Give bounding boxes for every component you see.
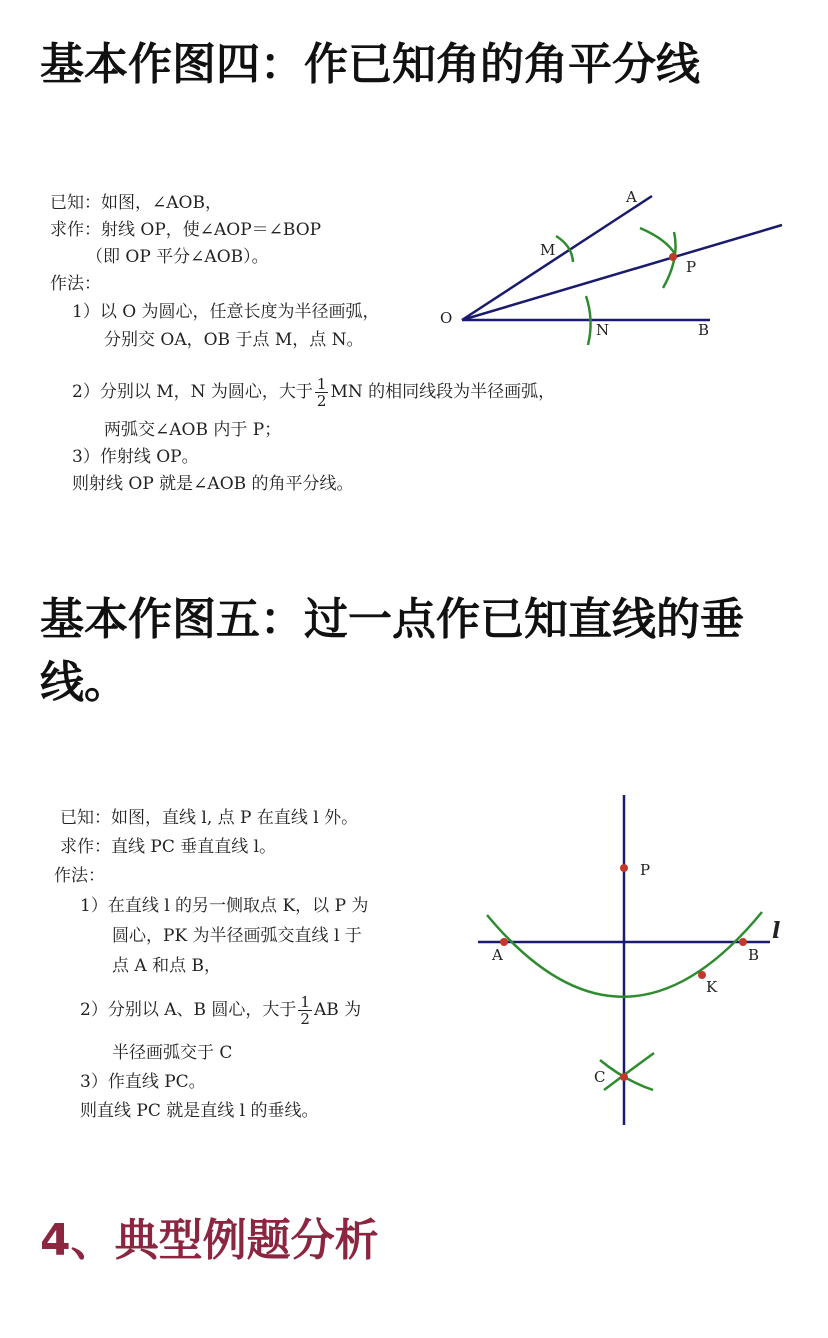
label-P: P [686, 258, 697, 276]
point-P [620, 864, 628, 872]
label-P: P [640, 861, 651, 879]
point-B [739, 938, 747, 946]
label-K: K [706, 978, 718, 996]
fraction-numerator: 1 [316, 375, 327, 393]
label-M: M [540, 241, 556, 259]
step-1c: 点 A 和点 B， [112, 956, 221, 976]
label-O: O [440, 309, 453, 327]
task-line: 求作：射线 OP，使∠AOP＝∠BOP [50, 220, 322, 240]
conclusion-line: 则直线 PC 就是直线 l 的垂线。 [80, 1101, 319, 1121]
step-1a: 1）在直线 l 的另一侧取点 K，以 P 为 [80, 896, 369, 916]
step-3: 3）作直线 PC。 [80, 1072, 206, 1092]
step-1b: 圆心，PK 为半径画弧交直线 l 于 [112, 926, 362, 946]
point-K [698, 971, 706, 979]
task-note-line: （即 OP 平分∠AOB）。 [86, 247, 269, 267]
step-2a-prefix: 2）分别以 A、B 圆心，大于 [80, 1000, 297, 1020]
given-line: 已知：如图，∠AOB， [50, 193, 222, 213]
fraction-denominator: 2 [300, 1010, 310, 1028]
label-l: l [772, 918, 781, 944]
heading-construction-5-line1: 基本作图五：过一点作已知直线的垂 [40, 594, 744, 645]
conclusion-line: 则射线 OP 就是∠AOB 的角平分线。 [72, 474, 354, 494]
step-2a-suffix: AB 为 [313, 1000, 362, 1020]
label-B: B [748, 946, 760, 964]
step-2b: 两弧交∠AOB 内于 P； [104, 420, 282, 440]
method-label: 作法： [50, 274, 101, 294]
task-line: 求作：直线 PC 垂直直线 l。 [60, 837, 277, 857]
label-C: C [594, 1068, 606, 1086]
arc-from-B [604, 1053, 654, 1090]
step-1b: 分别交 OA，OB 于点 M，点 N。 [104, 330, 364, 350]
step-2b: 半径画弧交于 C [112, 1043, 233, 1063]
label-N: N [596, 321, 610, 339]
heading-construction-4: 基本作图四：作已知角的角平分线 [40, 39, 700, 90]
step-2a-suffix: MN 的相同线段为半径画弧， [330, 382, 556, 402]
method-label: 作法： [54, 866, 105, 886]
given-line: 已知：如图，直线 l, 点 P 在直线 l 外。 [60, 808, 359, 828]
fraction-numerator: 1 [300, 993, 310, 1011]
label-B: B [698, 321, 710, 339]
heading-construction-5-line2: 线。 [40, 657, 128, 708]
point-C [620, 1073, 628, 1081]
label-A: A [626, 188, 637, 206]
point-A [500, 938, 508, 946]
label-A: A [492, 946, 503, 964]
step-1a: 1）以 O 为圆心，任意长度为半径画弧， [72, 302, 380, 322]
heading-example-analysis: 4、典型例题分析 [40, 1215, 379, 1266]
step-3: 3）作射线 OP。 [72, 447, 199, 467]
fraction-denominator: 2 [316, 392, 327, 410]
step-2a-prefix: 2）分别以 M，N 为圆心，大于 [72, 382, 313, 402]
